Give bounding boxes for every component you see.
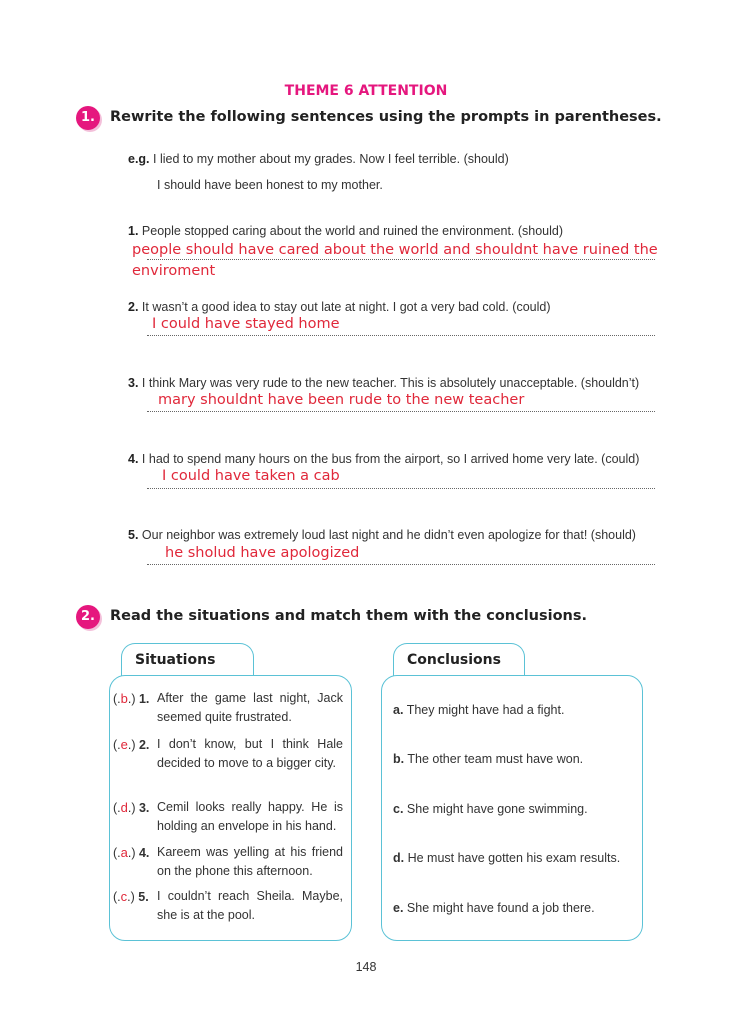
match-answer-slot[interactable]: (.e.) 2. bbox=[113, 737, 150, 752]
exercise-number-badge: 2. bbox=[76, 605, 100, 629]
item-number: 5. bbox=[128, 528, 139, 542]
conclusion-text: She might have found a job there. bbox=[406, 901, 595, 915]
situation-number: 1. bbox=[138, 692, 150, 706]
conclusion-letter: e. bbox=[393, 901, 404, 915]
answer-line bbox=[147, 259, 655, 260]
conclusion-item bbox=[393, 851, 620, 865]
answer-line bbox=[147, 411, 655, 412]
conclusion-text: She might have gone swimming. bbox=[406, 802, 588, 816]
conclusion-letter: a. bbox=[393, 703, 404, 717]
item-prompt bbox=[128, 376, 639, 390]
item-prompt-text: I think Mary was very rude to the new teacher. This is absolutely unacceptable. (shouldn’t) bbox=[141, 376, 640, 390]
conclusion-item bbox=[393, 802, 588, 816]
page-number: 148 bbox=[355, 960, 377, 974]
situation-text: After the game last night, Jack seemed quite frustrated. bbox=[157, 691, 343, 724]
handwritten-match: c bbox=[120, 889, 128, 904]
situations-tab: Situations bbox=[121, 643, 254, 679]
item-prompt bbox=[128, 452, 639, 466]
handwritten-match: e bbox=[120, 737, 128, 752]
item-prompt bbox=[128, 300, 551, 314]
exercise2-instruction: Read the situations and match them with the conclusions. bbox=[110, 608, 588, 624]
handwritten-match: d bbox=[120, 800, 128, 815]
match-answer-slot[interactable]: (.a.) 4. bbox=[113, 845, 150, 860]
situation-text: I couldn’t reach Sheila. Maybe, she is at the pool. bbox=[157, 889, 343, 922]
handwritten-answer[interactable]: mary shouldnt have been rude to the new teacher bbox=[158, 392, 525, 408]
situation-text: I don’t know, but I think Hale decided to move to a bigger city. bbox=[157, 737, 343, 770]
item-prompt-text: It wasn’t a good idea to stay out late at night. I got a very bad cold. (could) bbox=[141, 300, 551, 314]
item-number: 3. bbox=[128, 376, 139, 390]
item-prompt bbox=[128, 528, 636, 542]
conclusion-letter: d. bbox=[393, 851, 405, 865]
match-answer-slot[interactable]: (.b.) 1. bbox=[113, 691, 150, 706]
example-prompt-text: I lied to my mother about my grades. Now I feel terrible. (should) bbox=[153, 152, 509, 166]
handwritten-answer[interactable]: I could have stayed home bbox=[152, 316, 340, 332]
conclusion-letter: b. bbox=[393, 752, 405, 766]
conclusion-letter: c. bbox=[393, 802, 404, 816]
situation-number: 5. bbox=[138, 890, 149, 904]
handwritten-match: a bbox=[120, 845, 128, 860]
handwritten-answer[interactable]: people should have cared about the world and shouldnt have ruined the bbox=[132, 242, 658, 258]
handwritten-answer-continued[interactable]: enviroment bbox=[132, 263, 216, 279]
conclusion-item bbox=[393, 703, 564, 717]
item-prompt-text: Our neighbor was extremely loud last night and he didn’t even apologize for that! (should) bbox=[141, 528, 636, 542]
conclusion-item bbox=[393, 901, 595, 915]
item-number: 2. bbox=[128, 300, 139, 314]
example-prompt bbox=[128, 152, 509, 166]
handwritten-answer[interactable]: he sholud have apologized bbox=[165, 545, 360, 561]
conclusions-tab: Conclusions bbox=[393, 643, 525, 679]
conclusion-text: The other team must have won. bbox=[407, 752, 584, 766]
item-number: 1. bbox=[128, 224, 139, 238]
exercise1-instruction: Rewrite the following sentences using the prompts in parentheses. bbox=[110, 109, 662, 125]
example-answer: I should have been honest to my mother. bbox=[157, 178, 383, 192]
item-prompt-text: I had to spend many hours on the bus from the airport, so I arrived home very late. (could) bbox=[141, 452, 640, 466]
handwritten-answer[interactable]: I could have taken a cab bbox=[162, 468, 340, 484]
match-answer-slot[interactable]: (.d.) 3. bbox=[113, 800, 150, 815]
handwritten-match: b bbox=[120, 691, 128, 706]
situation-number: 2. bbox=[138, 738, 150, 752]
conclusion-text: He must have gotten his exam results. bbox=[407, 851, 621, 865]
item-number: 4. bbox=[128, 452, 139, 466]
item-prompt bbox=[128, 224, 563, 238]
answer-line bbox=[147, 335, 655, 336]
exercise-number-badge: 1. bbox=[76, 106, 100, 130]
item-prompt-text: People stopped caring about the world and ruined the environment. (should) bbox=[141, 224, 564, 238]
situation-text: Cemil looks really happy. He is holding an envelope in his hand. bbox=[157, 800, 343, 833]
match-answer-slot[interactable]: (.c.) 5. bbox=[113, 889, 149, 904]
situation-number: 3. bbox=[138, 801, 150, 815]
theme-title: THEME 6 ATTENTION bbox=[284, 83, 448, 99]
conclusion-item bbox=[393, 752, 583, 766]
answer-line bbox=[147, 488, 655, 489]
example-label: e.g. bbox=[128, 152, 150, 166]
answer-line bbox=[147, 564, 655, 565]
situation-number: 4. bbox=[138, 846, 150, 860]
conclusion-text: They might have had a fight. bbox=[406, 703, 565, 717]
situation-text: Kareem was yelling at his friend on the phone this afternoon. bbox=[157, 845, 343, 878]
